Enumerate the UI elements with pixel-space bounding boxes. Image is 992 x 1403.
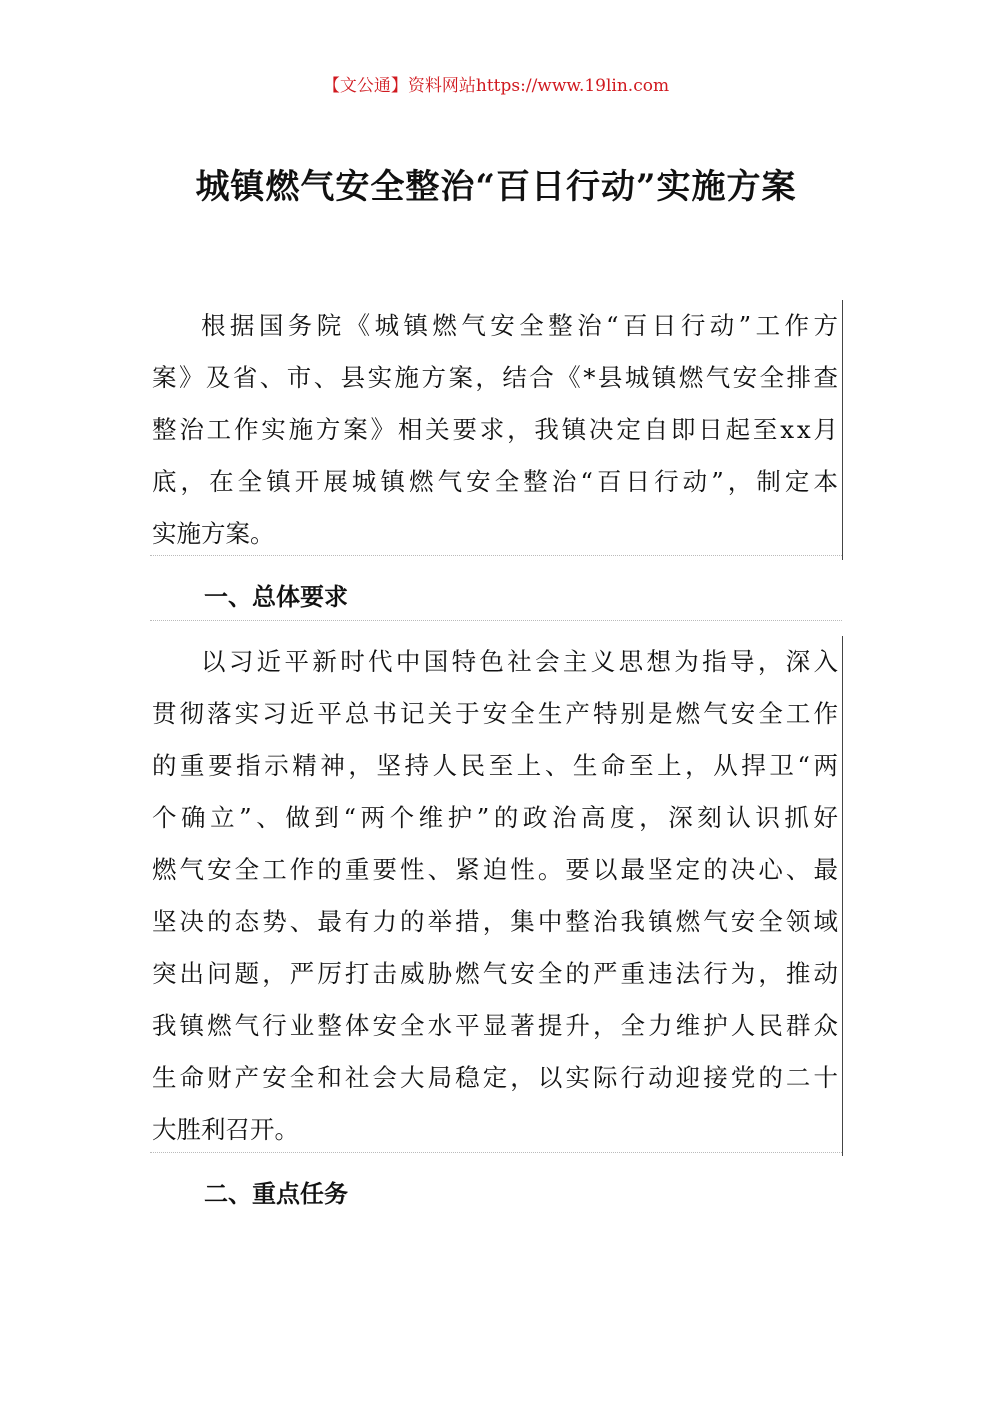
paragraph-line: 案》及省、市、县实施方案，结合《*县城镇燃气安全排查 [152, 363, 841, 392]
section-heading: 二、重点任务 [204, 1179, 348, 1208]
paragraph-divider [150, 555, 842, 556]
paragraph-line: 大胜利召开。 [152, 1115, 299, 1144]
paragraph-line: 贯彻落实习近平总书记关于安全生产特别是燃气安全工作 [152, 699, 842, 728]
paragraph-line: 的重要指示精神，坚持人民至上、生命至上，从捍卫“两 [152, 751, 842, 780]
paragraph-line: 我镇燃气行业整体安全水平显著提升，全力维护人民群众 [152, 1011, 842, 1040]
paragraph-divider [150, 620, 842, 621]
paragraph-line: 生命财产安全和社会大局稳定，以实际行动迎接党的二十 [152, 1063, 842, 1092]
section1-paragraph [152, 636, 843, 1156]
paragraph-line: 根据国务院《城镇燃气安全整治“百日行动”工作方 [201, 311, 843, 340]
paragraph-line: 个确立”、做到“两个维护”的政治高度，深刻认识抓好 [152, 803, 843, 832]
paragraph-line: 底，在全镇开展城镇燃气安全整治“百日行动”，制定本 [152, 467, 843, 496]
section-heading: 一、总体要求 [204, 582, 348, 611]
paragraph-line: 突出问题，严厉打击威胁燃气安全的严重违法行为，推动 [152, 959, 842, 988]
paragraph-line: 以习近平新时代中国特色社会主义思想为指导，深入 [201, 647, 842, 676]
paragraph-line: 实施方案。 [152, 519, 275, 548]
paragraph-line: 整治工作实施方案》相关要求，我镇决定自即日起至xx月 [152, 415, 841, 444]
paragraph-line: 燃气安全工作的重要性、紧迫性。要以最坚定的决心、最 [152, 855, 842, 884]
paragraph-line: 坚决的态势、最有力的举措，集中整治我镇燃气安全领域 [152, 907, 842, 936]
site-banner: 【文公通】资料网站https://www.19lin.com [322, 76, 670, 96]
document-title: 城镇燃气安全整治“百日行动”实施方案 [195, 167, 797, 207]
intro-paragraph [152, 300, 843, 560]
paragraph-divider [150, 1152, 842, 1153]
